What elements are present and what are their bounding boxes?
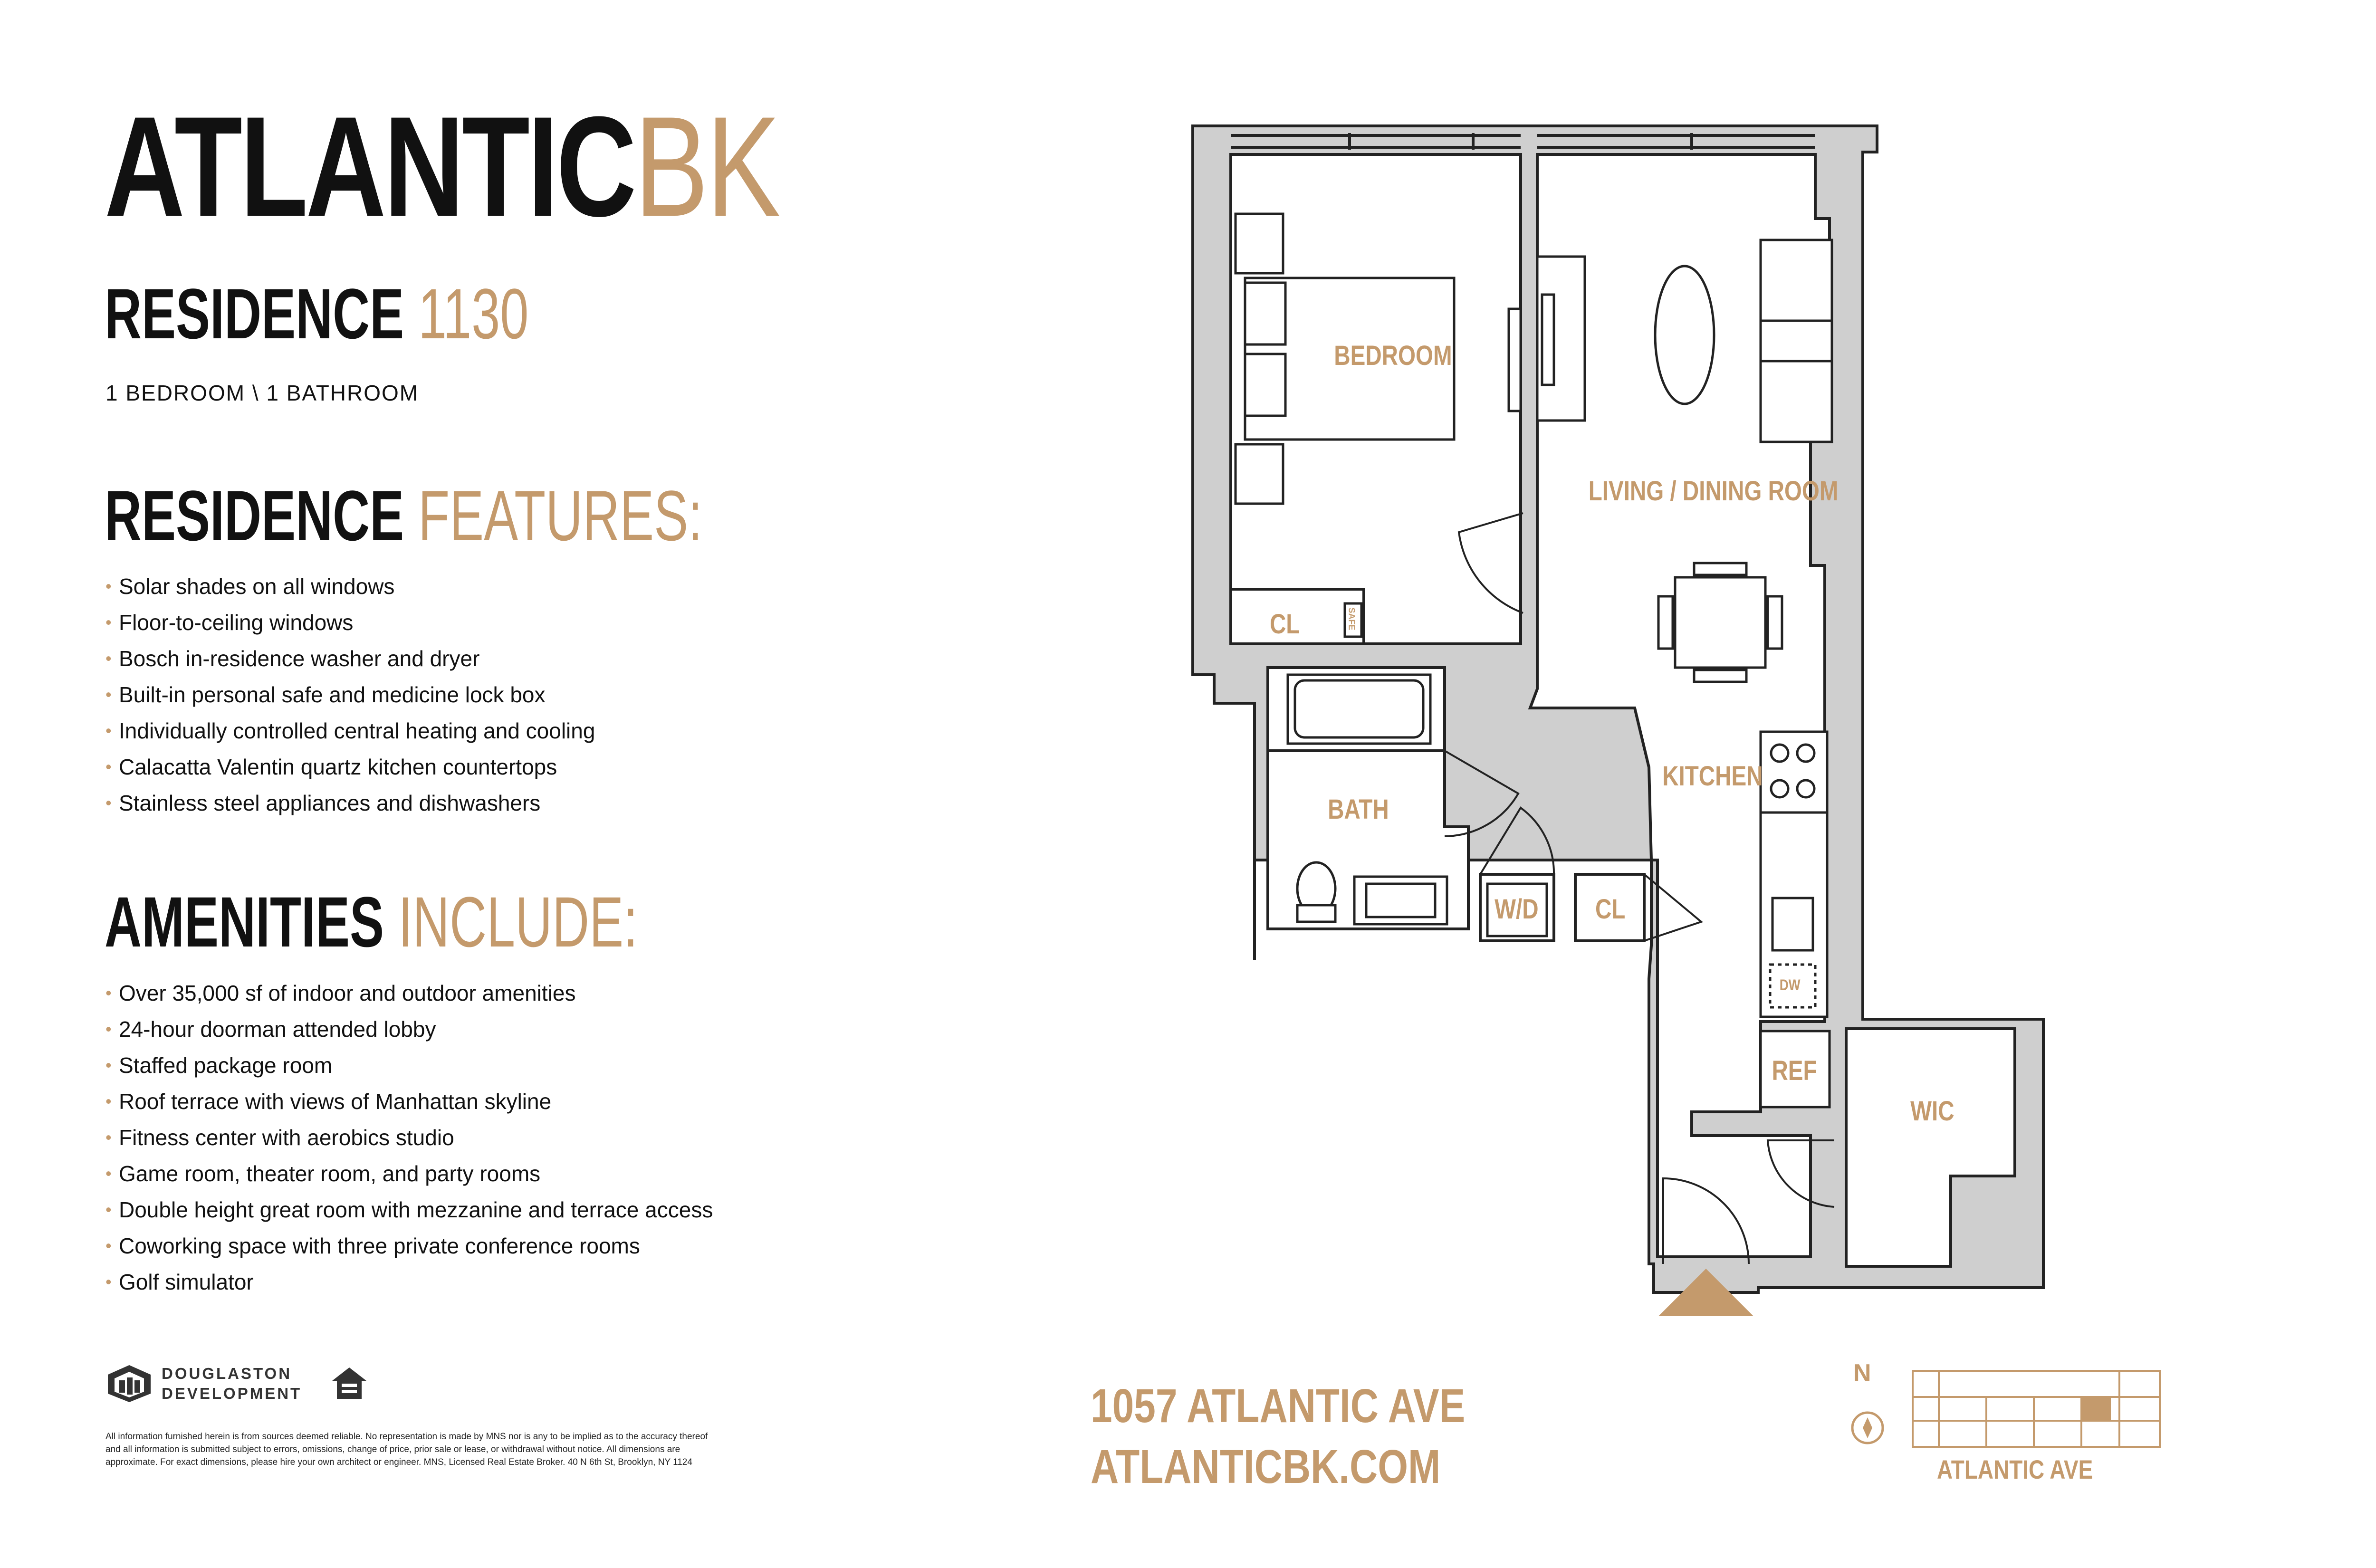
bed-pillow <box>1245 354 1285 416</box>
compass-icon <box>1852 1413 1883 1443</box>
list-item: • Game room, theater room, and party rooms <box>105 1156 713 1192</box>
tv <box>1542 295 1554 385</box>
room-label-dishwasher: DW <box>1779 976 1801 994</box>
list-item: • Solar shades on all windows <box>105 568 595 604</box>
nightstand <box>1236 444 1283 504</box>
amenities-title-accent: INCLUDE: <box>398 882 638 962</box>
tub-inner <box>1295 680 1423 737</box>
developer-line2: DEVELOPMENT <box>162 1385 302 1402</box>
residence-subtitle: 1 BEDROOM \ 1 BATHROOM <box>105 381 419 405</box>
chair <box>1694 563 1746 575</box>
bed-pillow <box>1245 283 1285 344</box>
room-label-living: LIVING / DINING ROOM <box>1588 476 1839 507</box>
list-item: • Built-in personal safe and medicine lock box <box>105 677 595 713</box>
room-label-bedroom: BEDROOM <box>1334 340 1452 371</box>
disclaimer: All information furnished herein is from sources deemed reliable. No representation is made by MNS nor is any to be implied as to the accuracy thereof and all information is submitted subject to errors, omissions, change of price, prior sale or lease, or withdrawal without notice. All dimensions are approximate. For exact dimensions, please hire your own architect or engineer. MNS, Licensed Real Estate Broker. 40 N 6th St, Brooklyn, NY 1124 <box>105 1432 708 1467</box>
cooktop <box>1761 732 1827 813</box>
chair <box>1694 670 1746 682</box>
features-title: RESIDENCE <box>105 476 404 555</box>
list-item: • Golf simulator <box>105 1264 713 1300</box>
list-item: • Calacatta Valentin quartz kitchen countertops <box>105 749 595 785</box>
residence-number: 1130 <box>418 274 529 354</box>
brand-name: ATLANTIC <box>105 86 634 246</box>
street-label: ATLANTIC AVE <box>1937 1454 2093 1484</box>
list-item: • 24-hour doorman attended lobby <box>105 1011 713 1047</box>
brand-accent: BK <box>634 86 778 246</box>
address: 1057 ATLANTIC AVE <box>1091 1379 1466 1433</box>
coffee-table <box>1655 266 1714 404</box>
nightstand <box>1236 214 1283 273</box>
room-label-closet-bedroom: CL <box>1269 609 1300 640</box>
list-item: • Double height great room with mezzanine and terrace access <box>105 1192 713 1228</box>
room-label-refrigerator: REF <box>1772 1055 1817 1086</box>
dresser <box>1509 309 1521 411</box>
developer-line1: DOUGLASTON <box>162 1365 292 1382</box>
list-item: • Stainless steel appliances and dishwashers <box>105 785 595 821</box>
chair <box>1768 596 1782 649</box>
website-link[interactable]: ATLANTICBK.COM <box>1091 1440 1441 1493</box>
list-item: • Floor-to-ceiling windows <box>105 604 595 641</box>
north-label: N <box>1853 1359 1871 1387</box>
room-label-closet-hall: CL <box>1595 894 1626 925</box>
list-item: • Staffed package room <box>105 1047 713 1083</box>
room-label-wic: WIC <box>1910 1096 1954 1127</box>
room-label-bath: BATH <box>1328 794 1389 825</box>
chair <box>1658 596 1673 649</box>
list-item: • Roof terrace with views of Manhattan skyline <box>105 1083 713 1119</box>
amenities-title: AMENITIES <box>105 882 384 962</box>
key-plan <box>1913 1371 2160 1447</box>
list-item: • Coworking space with three private conference rooms <box>105 1228 713 1264</box>
list-item: • Over 35,000 sf of indoor and outdoor amenities <box>105 975 713 1011</box>
sink <box>1772 898 1813 950</box>
room-label-washer-dryer: W/D <box>1495 894 1539 925</box>
list-item: • Individually controlled central heating and cooling <box>105 713 595 749</box>
residence-label: RESIDENCE <box>105 274 404 354</box>
dining-table <box>1675 577 1765 668</box>
room-label-safe: SAFE <box>1347 607 1357 631</box>
sofa <box>1761 240 1832 442</box>
room-label-kitchen: KITCHEN <box>1662 761 1763 792</box>
features-title-accent: FEATURES: <box>418 476 703 555</box>
list-item: • Fitness center with aerobics studio <box>105 1119 713 1156</box>
list-item: • Bosch in-residence washer and dryer <box>105 641 595 677</box>
